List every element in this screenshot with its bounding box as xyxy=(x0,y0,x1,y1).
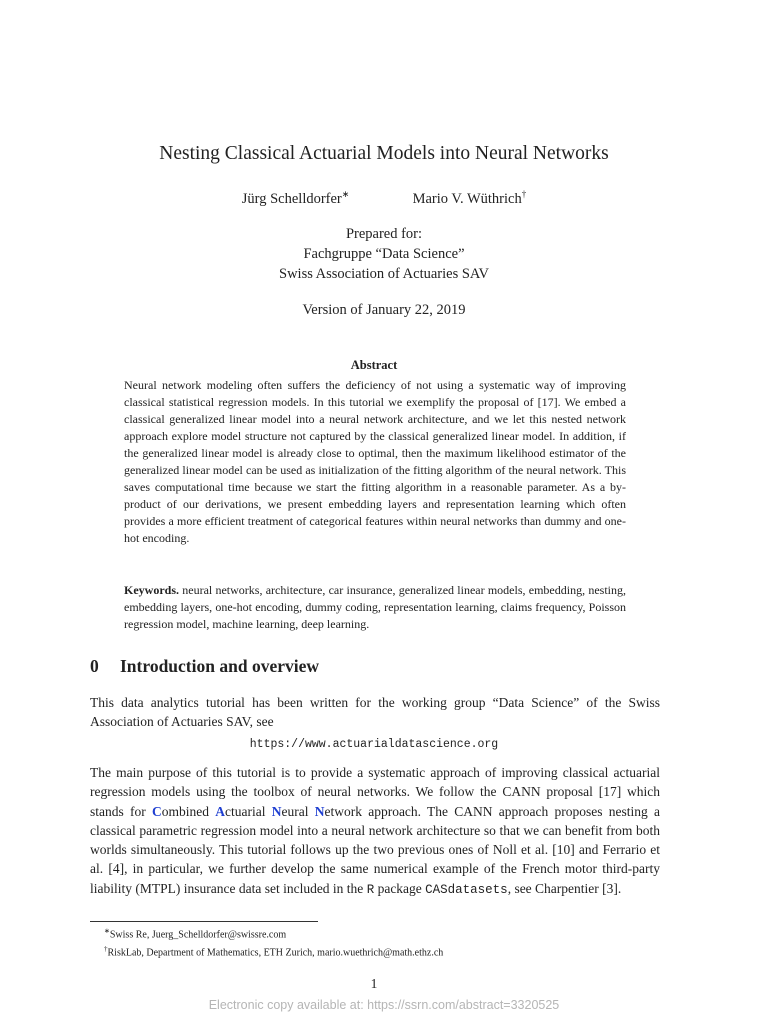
para2-text-7: , see Charpentier [3]. xyxy=(507,880,622,896)
footnote-1 xyxy=(104,924,443,942)
footnote-1-mark: ∗ xyxy=(104,927,110,935)
acronym-letter-n2: N xyxy=(314,803,325,819)
footnotes xyxy=(104,924,443,961)
para2-text-5: etwork approach. The CANN approach proposes nesting a classical parametric regression model into a neural network architecture so that we can benefit from both worlds simultaneously. This tutorial follows up the two previous ones of Noll et al. [10] and Ferrario et al. [4], in particular, we further develop the same numerical example of the French motor third-party liability (MTPL) insurance data set included in the xyxy=(90,803,660,896)
para2-text-3: ctuarial xyxy=(225,803,272,819)
section-heading xyxy=(90,656,319,677)
prepared-for-block xyxy=(0,224,768,284)
version-date: Version of January 22, 2019 xyxy=(302,302,466,318)
footnote-2 xyxy=(104,942,443,960)
para2-text-2: ombined xyxy=(161,803,216,819)
paper-title: Nesting Classical Actuarial Models into Neural Networks xyxy=(159,143,609,164)
prepared-line-2: Fachgruppe “Data Science” xyxy=(303,246,465,262)
intro-paragraph-2 xyxy=(90,763,660,900)
author-1-mark: ∗ xyxy=(341,189,350,199)
section-title: Introduction and overview xyxy=(120,656,319,676)
author-list xyxy=(0,189,768,208)
footnote-1-text: Swiss Re, Juerg_Schelldorfer@swissre.com xyxy=(109,929,287,941)
section-number: 0 xyxy=(90,656,99,676)
author-1 xyxy=(242,189,350,208)
acronym-letter-c: C xyxy=(152,803,162,819)
acronym-letter-a: A xyxy=(215,803,225,819)
author-2-name: Mario V. Wüthrich xyxy=(412,190,522,207)
para2-text-6: package xyxy=(374,880,426,896)
r-language-name: R xyxy=(366,882,375,897)
prepared-line-1: Prepared for: xyxy=(345,226,423,242)
author-2 xyxy=(413,189,527,208)
keywords-text: neural networks, architecture, car insurance, generalized linear models, embedding, nesting, embedding layers, one-hot encoding, dummy coding, representation learning, claims frequency, Poisson regression model, machine learning, deep learning. xyxy=(124,583,626,631)
intro-paragraph-1: This data analytics tutorial has been written for the working group “Data Science” of the Swiss Association of Actuaries SAV, see xyxy=(90,695,660,729)
author-1-name: Jürg Schelldorfer xyxy=(241,190,342,207)
author-2-mark: † xyxy=(521,189,527,199)
para2-text-1: The main purpose of this tutorial is to provide a systematic approach of improving classical actuarial regression models using the toolbox of neural networks. We follow the CANN proposal [17] which stands for xyxy=(90,765,660,819)
keywords-block xyxy=(124,582,626,633)
keywords-label: Keywords. xyxy=(124,583,179,597)
acronym-letter-n1: N xyxy=(271,803,282,819)
footnote-2-mark: † xyxy=(104,945,108,954)
abstract-heading: Abstract xyxy=(350,358,398,372)
website-url[interactable]: https://www.actuarialdatascience.org xyxy=(249,738,499,751)
package-name: CASdatasets xyxy=(425,882,508,897)
prepared-line-3: Swiss Association of Actuaries SAV xyxy=(279,266,489,282)
page-number: 1 xyxy=(370,976,378,991)
para2-text-4: eural xyxy=(281,803,315,819)
abstract-text: Neural network modeling often suffers the deficiency of not using a systematic way of improving classical statistical regression models. In this tutorial we exemplify the proposal of [17]. We embed a classical generalized linear model into a neural network architecture, and we let this nested network approach explore model structure not captured by the classical generalized linear model. In addition, if the generalized linear model is already close to optimal, then the maximum likelihood estimator of the generalized linear model can be used as initialization of the fitting algorithm of the neural network. This saves computational time because we start the fitting algorithm in a reasonable parameter. As a by-product of our derivations, we present embedding layers and representation learning which often provides a more efficient treatment of categorical features within neural networks than dummy and one-hot encoding. xyxy=(124,378,626,545)
footnote-rule xyxy=(90,921,318,922)
footnote-2-text: RiskLab, Department of Mathematics, ETH Zurich, mario.wuethrich@math.ethz.ch xyxy=(107,947,444,959)
ssrn-notice[interactable]: Electronic copy available at: https://ssrn.com/abstract=3320525 xyxy=(208,998,560,1012)
